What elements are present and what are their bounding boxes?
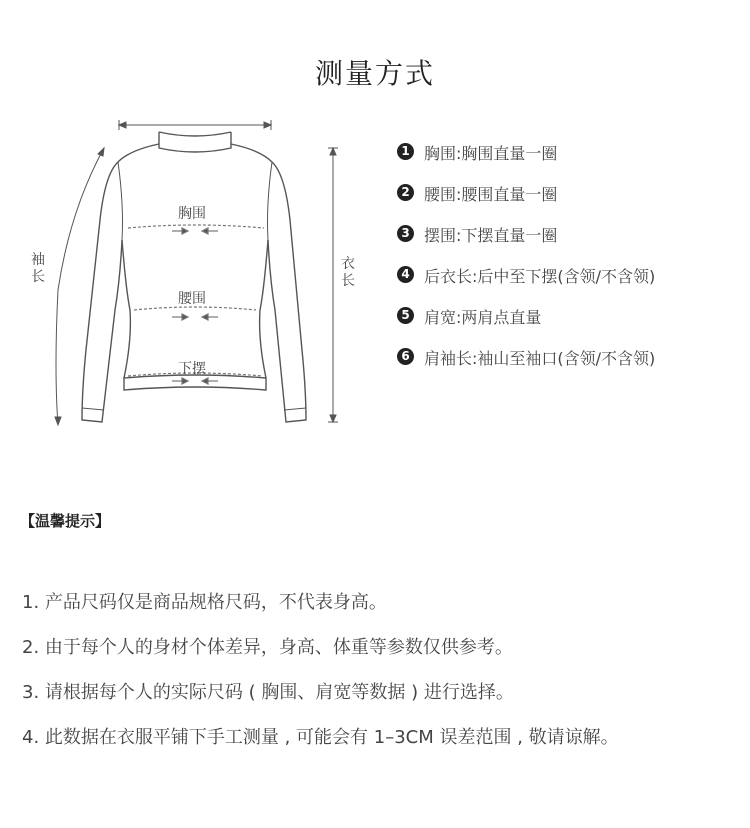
sleeve-length-arrow xyxy=(55,148,104,425)
tip-item: 2. 由于每个人的身材个体差异，身高、体重等参数仅供参考。 xyxy=(22,637,513,658)
tip-item: 3. 请根据每个人的实际尺码 ( 胸围、肩宽等数据 ) 进行选择。 xyxy=(22,682,514,703)
legend-item-shoulder xyxy=(397,305,655,346)
waist-measure-line xyxy=(134,307,256,320)
hem-label: 下摆 xyxy=(178,361,206,377)
sleeve-length-label: 袖长 xyxy=(31,252,45,285)
page-title: 测量方式 xyxy=(314,57,435,90)
tip-item: 4. 此数据在衣服平铺下手工测量 , 可能会有 1–3CM 误差范围 , 敬请谅解。 xyxy=(22,727,619,748)
number-badge: 1 xyxy=(397,143,414,160)
legend-text: 肩宽:两肩点直量 xyxy=(424,308,542,327)
waist-label: 腰围 xyxy=(178,291,206,307)
measurement-diagram xyxy=(20,110,360,440)
legend-item-shoulder-sleeve xyxy=(397,346,655,387)
body-length-arrow xyxy=(328,148,338,422)
legend-text: 腰围:腰围直量一圈 xyxy=(424,185,558,204)
chest-label: 胸围 xyxy=(178,206,206,222)
tip-item: 1. 产品尺码仅是商品规格尺码，不代表身高。 xyxy=(22,592,387,613)
legend-text: 后衣长:后中至下摆(含领/不含领) xyxy=(424,267,656,286)
legend-item-hem xyxy=(397,223,655,264)
number-badge: 3 xyxy=(397,225,414,242)
tips-heading: 【温馨提示】 xyxy=(20,512,111,530)
sweater-outline xyxy=(82,132,306,422)
number-badge: 6 xyxy=(397,348,414,365)
legend-item-waist xyxy=(397,182,655,223)
legend-item-chest xyxy=(397,141,655,182)
legend-text: 胸围:胸围直量一圈 xyxy=(424,144,558,163)
number-badge: 2 xyxy=(397,184,414,201)
number-badge: 5 xyxy=(397,307,414,324)
measurement-legend xyxy=(397,141,655,387)
chest-measure-line xyxy=(128,225,264,234)
number-badge: 4 xyxy=(397,266,414,283)
sweater-illustration xyxy=(20,110,360,440)
shoulder-width-arrow xyxy=(119,120,271,130)
legend-text: 肩袖长:袖山至袖口(含领/不含领) xyxy=(424,349,656,368)
body-length-label: 衣长 xyxy=(341,256,355,289)
legend-item-back-length xyxy=(397,264,655,305)
tips-list xyxy=(22,588,619,768)
legend-text: 摆围:下摆直量一圈 xyxy=(424,226,558,245)
